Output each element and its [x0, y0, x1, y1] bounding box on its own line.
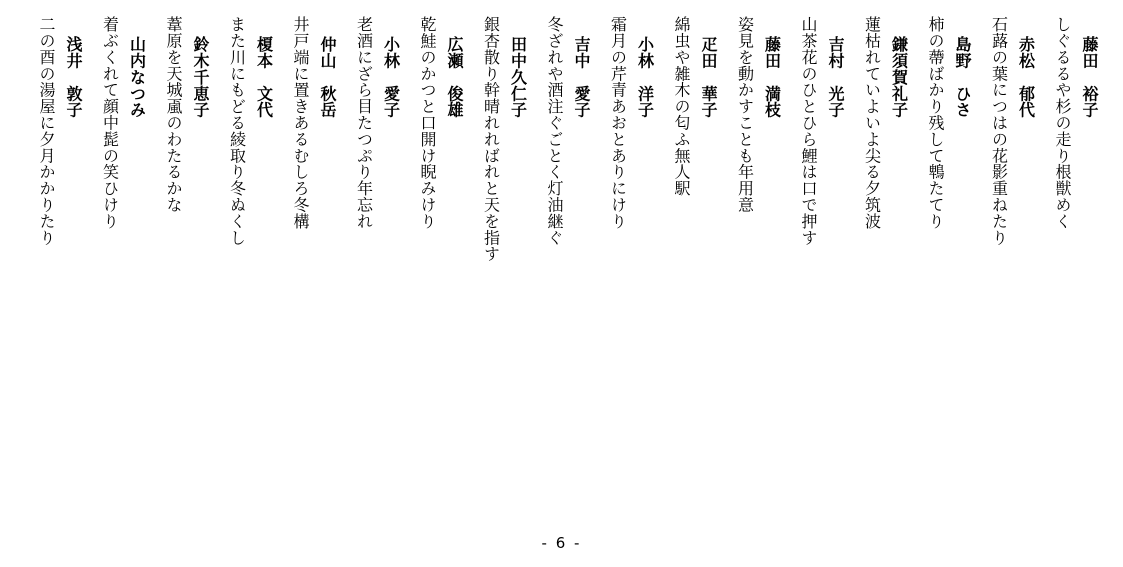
- author-name: 浅井 敦子: [64, 36, 83, 118]
- haiku-entry: [532, 16, 596, 316]
- haiku-entry: [786, 16, 850, 316]
- haiku-entry: [659, 16, 723, 316]
- haiku-verse: 二の酉の湯屋に夕月かかりたり: [37, 16, 56, 246]
- author-name: 鎌須賀礼子: [889, 36, 909, 118]
- author-name: 榎本 文代: [254, 36, 274, 118]
- haiku-entry: [278, 16, 342, 316]
- haiku-verse: 霜月の芹青あおとありにけり: [608, 16, 628, 230]
- haiku-verse: 柿の蔕ばかり残して鵯たてり: [926, 16, 945, 230]
- haiku-verse: 乾鮭のかつと口開け睨みけり: [418, 16, 437, 230]
- haiku-verse: 山茶花のひとひら鯉は口で押す: [799, 16, 818, 246]
- page-number: - 6 -: [541, 534, 582, 552]
- haiku-entry: [976, 16, 1040, 316]
- author-name: 広瀬 俊雄: [445, 36, 464, 118]
- haiku-verse: 蓮枯れていよいよ尖る夕筑波: [862, 16, 882, 230]
- author-name: 山内なつみ: [127, 36, 147, 118]
- author-name: 吉村 光子: [826, 36, 845, 118]
- author-name: 藤田 満枝: [762, 36, 782, 118]
- haiku-entry: [849, 16, 913, 316]
- haiku-entry: [405, 16, 469, 316]
- haiku-verse: 着ぶくれて顔中髭の笑ひけり: [100, 16, 120, 230]
- author-name: 鈴木千恵子: [191, 36, 210, 118]
- author-name: 島野 ひさ: [953, 36, 972, 118]
- haiku-entries: [24, 16, 1104, 316]
- haiku-entry: [595, 16, 659, 316]
- haiku-verse: しぐるるや杉の走り根獣めく: [1053, 16, 1072, 230]
- haiku-entry: [151, 16, 215, 316]
- haiku-entry: [1040, 16, 1104, 316]
- haiku-verse: 銀杏散り幹晴れればれと天を指す: [481, 16, 501, 262]
- author-name: 吉中 愛子: [572, 36, 591, 118]
- haiku-verse: 冬ざれや酒注ぐごとく灯油継ぐ: [545, 16, 564, 246]
- haiku-entry: [214, 16, 278, 316]
- author-name: 疋田 華子: [699, 36, 718, 118]
- haiku-verse: また川にもどる綾取り冬ぬくし: [227, 16, 247, 246]
- haiku-entry: [913, 16, 977, 316]
- haiku-entry: [87, 16, 151, 316]
- haiku-entry: [722, 16, 786, 316]
- haiku-verse: 葦原を天城颪のわたるかな: [164, 16, 183, 213]
- haiku-verse: 井戸端に置きあるむしろ冬構: [291, 16, 310, 230]
- author-name: 小林 愛子: [381, 36, 401, 118]
- author-name: 赤松 郁代: [1016, 36, 1036, 118]
- haiku-verse: 綿虫や雑木の匂ふ無人駅: [672, 16, 691, 197]
- author-name: 田中久仁子: [508, 36, 528, 118]
- author-name: 仲山 秋岳: [318, 36, 337, 118]
- haiku-verse: 石蕗の葉につはの花影重ねたり: [989, 16, 1009, 246]
- haiku-entry: [24, 16, 88, 316]
- haiku-verse: 姿見を動かすことも年用意: [735, 16, 755, 213]
- author-name: 小林 洋子: [635, 36, 655, 118]
- haiku-entry: [341, 16, 405, 316]
- haiku-verse: 老酒にざら目たつぷり年忘れ: [354, 16, 374, 230]
- author-name: 藤田 裕子: [1080, 36, 1099, 118]
- haiku-entry: [468, 16, 532, 316]
